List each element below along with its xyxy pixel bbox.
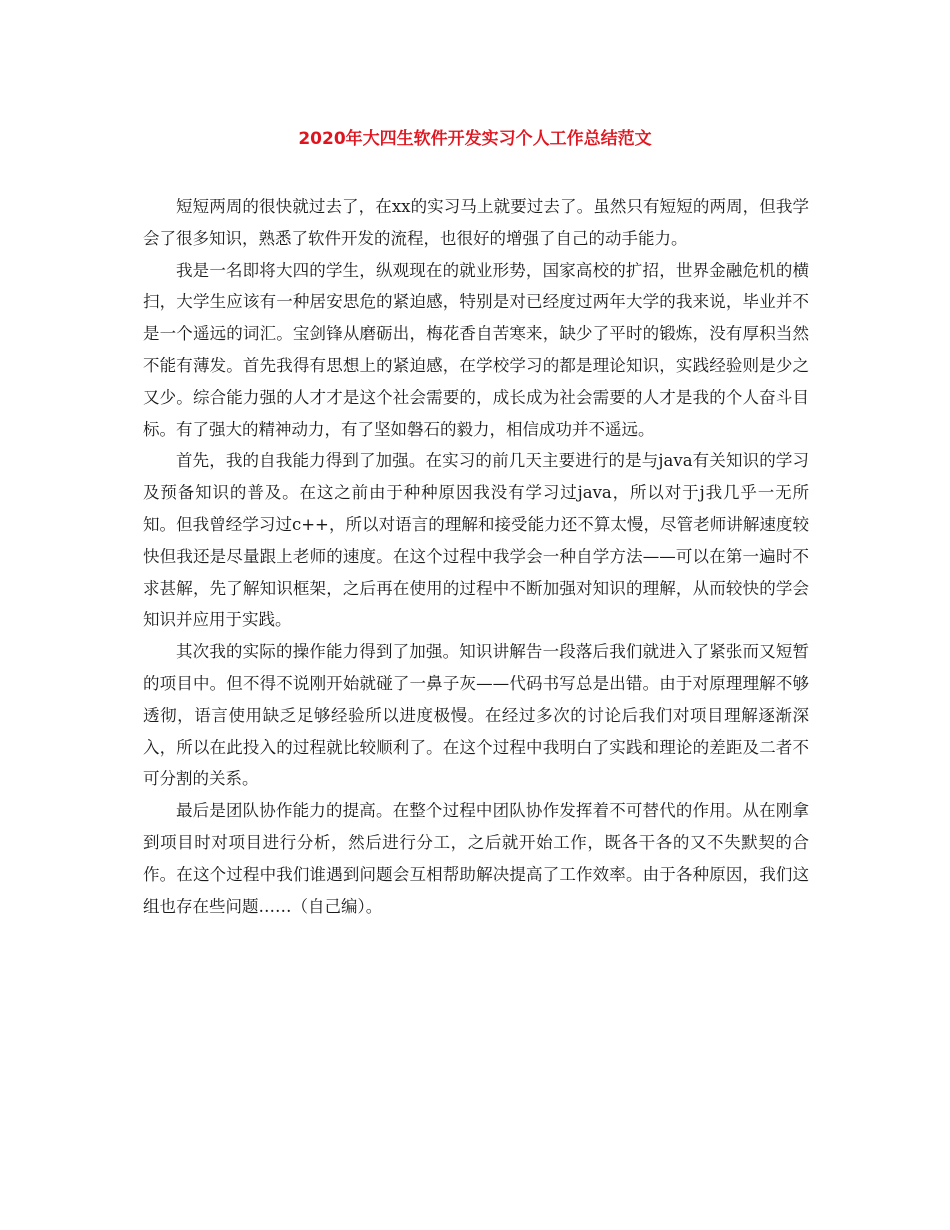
paragraph-teamwork: 最后是团队协作能力的提高。在整个过程中团队协作发挥着不可替代的作用。从在刚拿到项目时对项目进行分析，然后进行分工，之后就开始工作，既各干各的又不失默契的合作。在这个过程中我们谁遇到问题会互相帮助解决提高了工作效率。由于各种原因，我们这组也存在些问题……（自己编）。 <box>143 801 809 916</box>
paragraph-background: 我是一名即将大四的学生，纵观现在的就业形势，国家高校的扩招，世界金融危机的横扫，大学生应该有一种居安思危的紧迫感，特别是对已经度过两年大学的我来说，毕业并不是一个遥远的词汇。宝剑锋从磨砺出，梅花香自苦寒来，缺少了平时的锻炼，没有厚积当然不能有薄发。首先我得有思想上的紧迫感，在学校学习的都是理论知识，实践经验则是少之又少。综合能力强的人才才是这个社会需要的，成长成为社会需要的人才是我的个人奋斗目标。有了强大的精神动力，有了坚如磐石的毅力，相信成功并不遥远。 <box>143 260 809 439</box>
document-body <box>143 191 809 922</box>
paragraph-self-ability: 首先，我的自我能力得到了加强。在实习的前几天主要进行的是与java有关知识的学习及预备知识的普及。在这之前由于种种原因我没有学习过java，所以对于j我几乎一无所知。但我曾经学习过c++，所以对语言的理解和接受能力还不算太慢，尽管老师讲解速度较快但我还是尽量跟上老师的速度。在这个过程中我学会一种自学方法——可以在第一遍时不求甚解，先了解知识框架，之后再在使用的过程中不断加强对知识的理解，从而较快的学会知识并应用于实践。 <box>143 451 809 630</box>
paragraph-intro: 短短两周的很快就过去了，在xx的实习马上就要过去了。虽然只有短短的两周，但我学会了很多知识，熟悉了软件开发的流程，也很好的增强了自己的动手能力。 <box>143 197 809 248</box>
paragraph-practical-ability: 其次我的实际的操作能力得到了加强。知识讲解告一段落后我们就进入了紧张而又短暂的项目中。但不得不说刚开始就碰了一鼻子灰——代码书写总是出错。由于对原理理解不够透彻，语言使用缺乏足够经验所以进度极慢。在经过多次的讨论后我们对项目理解逐渐深入，所以在此投入的过程就比较顺利了。在这个过程中我明白了实践和理论的差距及二者不可分割的关系。 <box>143 642 809 789</box>
document-title: 2020年大四生软件开发实习个人工作总结范文 <box>298 129 652 149</box>
